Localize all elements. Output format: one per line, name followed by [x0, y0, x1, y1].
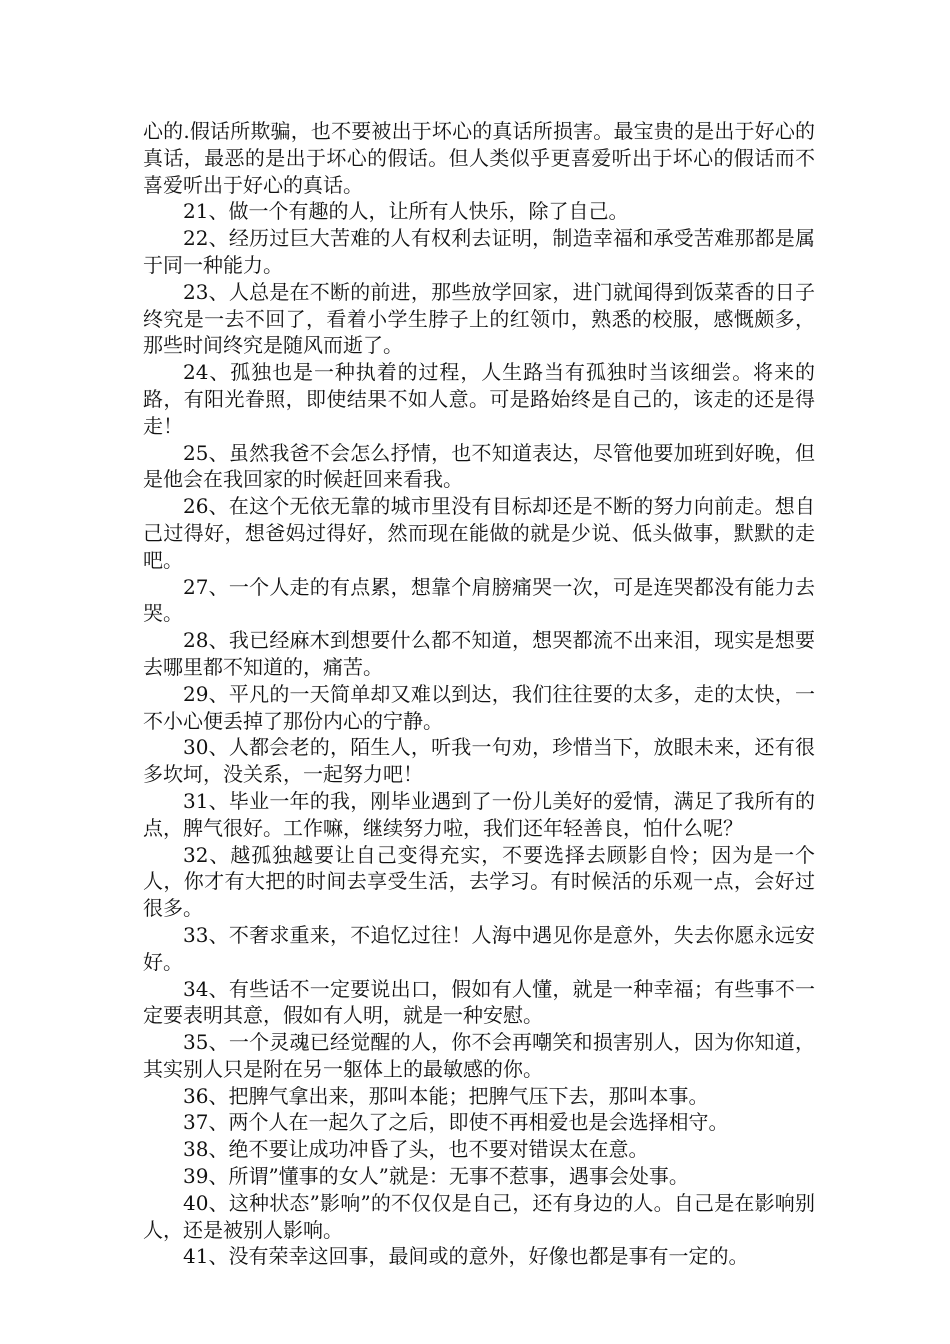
paragraph-36: 36、把脾气拿出来，那叫本能；把脾气压下去，那叫本事。 — [183, 1083, 709, 1108]
paragraph-35: 35、一个灵魂已经觉醒的人，你不会再嘲笑和损害别人，因为你知道，其实别人只是附在另一躯体上的最敏感的你。 — [143, 1030, 815, 1081]
paragraph-25: 25、虽然我爸不会怎么抒情，也不知道表达，尽管他要加班到好晚，但是他会在我回家的时候赶回来看我。 — [143, 440, 815, 492]
paragraph-continuation: 心的.假话所欺骗，也不要被出于坏心的真话所损害。最宝贵的是出于好心的真话，最恶的是出于坏心的假话。但人类似乎更喜爱听出于坏心的假话而不喜爱听出于好心的真话。 — [143, 119, 815, 197]
paragraph-41: 41、没有荣幸这回事，最间或的意外，好像也都是事有一定的。 — [183, 1244, 749, 1269]
document-body — [143, 118, 815, 1270]
paragraph-24: 24、孤独也是一种执着的过程，人生路当有孤独时当该细尝。将来的路，有阳光眷照，即使结果不如人意。可是路始终是自己的，该走的还是得走！ — [143, 360, 815, 438]
paragraph-21: 21、做一个有趣的人，让所有人快乐，除了自己。 — [183, 199, 629, 224]
paragraph-38: 38、绝不要让成功冲昏了头，也不要对错误太在意。 — [183, 1137, 649, 1162]
paragraph-22: 22、经历过巨大苦难的人有权利去证明，制造幸福和承受苦难那都是属于同一种能力。 — [143, 226, 815, 277]
paragraph-37: 37、两个人在一起久了之后，即使不再相爱也是会选择相守。 — [183, 1110, 729, 1135]
paragraph-31: 31、毕业一年的我，刚毕业遇到了一份儿美好的爱情，满足了我所有的点，脾气很好。工作嘛，继续努力啦，我们还年轻善良，怕什么呢？ — [143, 788, 815, 840]
paragraph-28: 28、我已经麻木到想要什么都不知道，想哭都流不出来泪，现实是想要去哪里都不知道的，痛苦。 — [143, 628, 815, 679]
paragraph-34: 34、有些话不一定要说出口，假如有人懂，就是一种幸福；有些事不一定要表明其意，假如有人明，就是一种安慰。 — [143, 976, 815, 1028]
paragraph-39: 39、所谓”懂事的女人”就是：无事不惹事，遇事会处事。 — [183, 1164, 689, 1189]
paragraph-30: 30、人都会老的，陌生人，听我一句劝，珍惜当下，放眼未来，还有很多坎坷，没关系，一起努力吧！ — [143, 735, 815, 787]
paragraph-26: 26、在这个无依无靠的城市里没有目标却还是不断的努力向前走。想自己过得好，想爸妈过得好，然而现在能做的就是少说、低头做事，默默的走吧。 — [143, 494, 815, 572]
paragraph-29: 29、平凡的一天简单却又难以到达，我们往往要的太多，走的太快，一不小心便丢掉了那份内心的宁静。 — [143, 681, 815, 733]
paragraph-23: 23、人总是在不断的前进，那些放学回家，进门就闻得到饭菜香的日子终究是一去不回了，看着小学生脖子上的红领巾，熟悉的校服，感慨颇多，那些时间终究是随风而逝了。 — [143, 279, 815, 358]
paragraph-27: 27、一个人走的有点累，想靠个肩膀痛哭一次，可是连哭都没有能力去哭。 — [143, 574, 815, 626]
paragraph-33: 33、不奢求重来，不追忆过往！人海中遇见你是意外，失去你愿永远安好。 — [143, 922, 815, 974]
paragraph-40: 40、这种状态”影响”的不仅仅是自己，还有身边的人。自己是在影响别人，还是被别人影响。 — [143, 1190, 815, 1242]
paragraph-32: 32、越孤独越要让自己变得充实，不要选择去顾影自怜；因为是一个人，你才有大把的时间去享受生活，去学习。有时候活的乐观一点，会好过很多。 — [143, 842, 815, 921]
